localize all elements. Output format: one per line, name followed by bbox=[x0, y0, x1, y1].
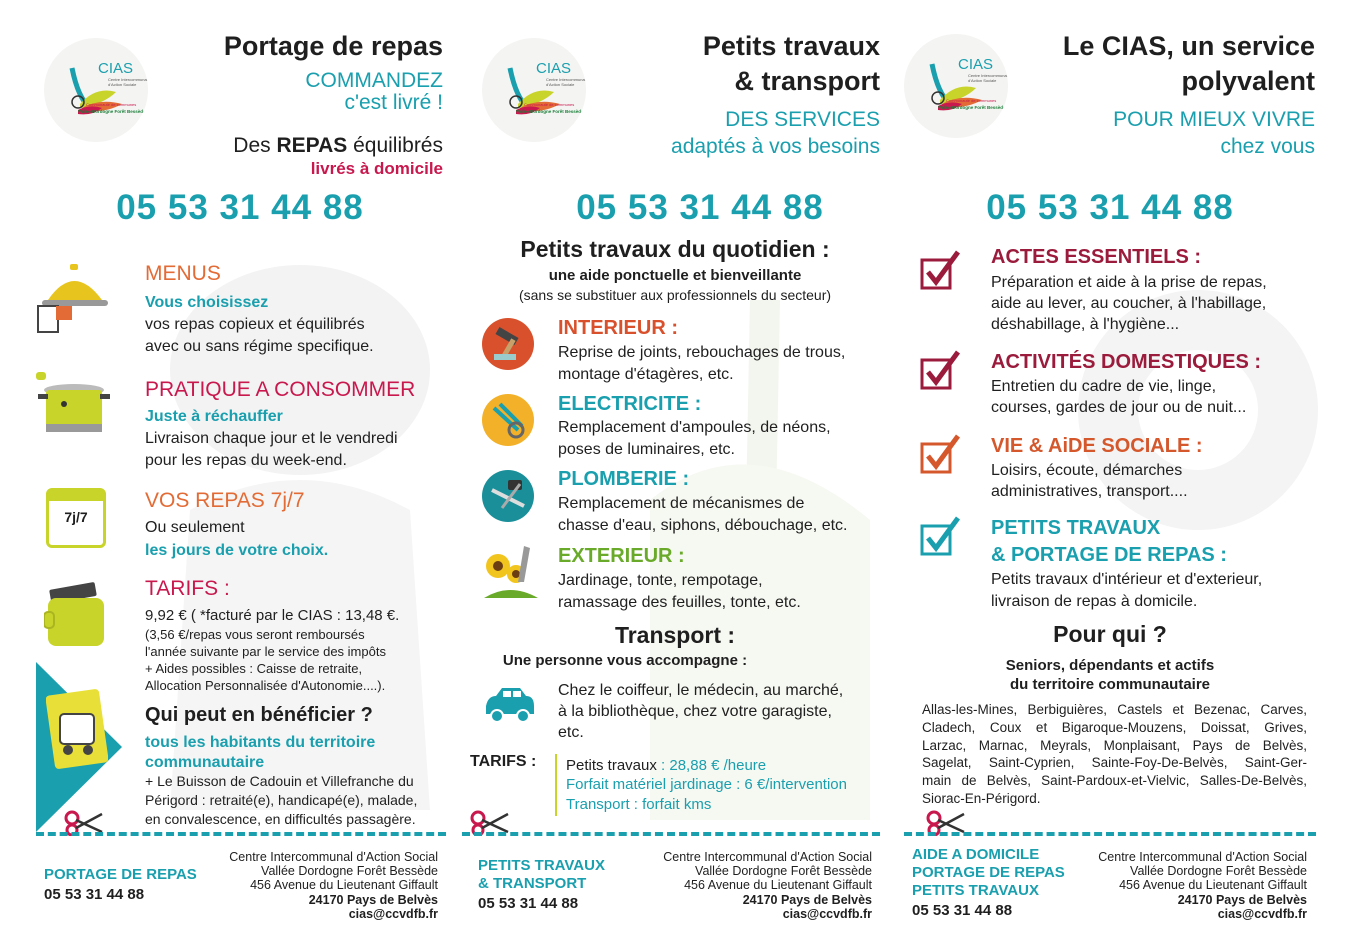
item-text: Préparation et aide à la prise de repas, bbox=[991, 274, 1267, 291]
item-title: PETITS TRAVAUX bbox=[991, 517, 1161, 539]
item-text: poses de luminaires, etc. bbox=[558, 441, 735, 458]
section-subheading: une aide ponctuelle et bienveillante bbox=[548, 267, 802, 284]
car-icon bbox=[482, 684, 538, 724]
page-title: Portage de repas bbox=[223, 31, 443, 61]
cloche-icon bbox=[34, 262, 114, 334]
who-title: Qui peut en bénéficier ? bbox=[145, 704, 373, 726]
section-note: (3,56 €/repas vous seront remboursés bbox=[145, 627, 365, 642]
item-text: Remplacement de mécanismes de bbox=[558, 495, 805, 512]
section-text: Livraison chaque jour et le vendredi bbox=[145, 430, 398, 447]
page-title-2: polyvalent bbox=[1181, 66, 1315, 96]
item-text: Loisirs, écoute, démarches bbox=[991, 462, 1183, 479]
footer-phone: 05 53 31 44 88 bbox=[44, 886, 145, 903]
who-text: en convalescence, en difficultés passagère. bbox=[145, 811, 416, 827]
section-lead: Juste à réchauffer bbox=[145, 408, 283, 425]
cut-line bbox=[462, 832, 880, 836]
item-title: ACTES ESSENTIELS : bbox=[991, 246, 1202, 268]
transport-text: etc. bbox=[558, 724, 584, 741]
tarifs-label: TARIFS : bbox=[470, 753, 537, 770]
pliers-icon bbox=[482, 394, 534, 446]
item-text: Reprise de joints, rebouchages de trous, bbox=[558, 344, 846, 361]
phone-number: 05 53 31 44 88 bbox=[576, 188, 824, 227]
section-note: + Aides possibles : Caisse de retraite, bbox=[145, 661, 363, 676]
checkbox-checked-icon bbox=[920, 250, 960, 290]
section-title: VOS REPAS 7j/7 bbox=[145, 489, 305, 512]
section-note: (sans se substituer aux professionnels du secteur) bbox=[518, 287, 832, 303]
tarif-row: Petits travaux : 28,88 € /heure bbox=[566, 757, 767, 774]
footer-address: Centre Intercommunal d'Action Social Vallée Dordogne Forêt Bessède 456 Avenue du Lieutenant Giffault 24170 Pays de Belvès cias@ccvdfb.fr bbox=[612, 850, 872, 921]
logo-line: d'Action Sociale bbox=[968, 78, 997, 83]
footer-address: Centre Intercommunal d'Action Social Vallée Dordogne Forêt Bessède 456 Avenue du Lieutenant Giffault 24170 Pays de Belvès cias@ccvdfb.fr bbox=[178, 850, 438, 921]
logo-line: d'Action Sociale bbox=[108, 82, 137, 87]
checkbox-checked-icon bbox=[920, 434, 960, 474]
section-title: TARIFS : bbox=[145, 577, 230, 600]
checkbox-checked-icon bbox=[920, 516, 960, 556]
logo-name: CIAS bbox=[98, 60, 134, 77]
subtitle: adaptés à vos besoins bbox=[671, 135, 880, 158]
calendar-icon bbox=[46, 488, 106, 548]
logo-line: Centre Intercommunal bbox=[968, 73, 1008, 78]
item-text: aide au lever, au coucher, à l'habillage, bbox=[991, 295, 1267, 312]
who-lead: tous les habitants du territoire bbox=[145, 734, 376, 751]
footer-service: & TRANSPORT bbox=[478, 875, 587, 892]
item-text: Entretien du cadre de vie, linge, bbox=[991, 378, 1217, 395]
subtitle: c'est livré ! bbox=[344, 91, 443, 114]
logo-name: CIAS bbox=[958, 56, 994, 73]
checkbox-checked-icon bbox=[920, 350, 960, 390]
footer-email[interactable]: cias@ccvdfb.fr bbox=[348, 906, 438, 921]
footer-service: PETITS TRAVAUX bbox=[478, 857, 605, 874]
logo-line: d'Action Sociale bbox=[546, 82, 575, 87]
section-note: Allocation Personnalisée d'Autonomie....). bbox=[145, 678, 386, 693]
transport-text: à la bibliothèque, chez votre garagiste, bbox=[558, 703, 832, 720]
column-petits-travaux bbox=[450, 0, 898, 950]
section-heading: Petits travaux du quotidien : bbox=[520, 236, 830, 262]
logo-line: Communauté de communes bbox=[946, 98, 997, 103]
wallet-icon bbox=[44, 580, 108, 648]
for-who-subheading: du territoire communautaire bbox=[1009, 676, 1211, 693]
cias-logo bbox=[482, 38, 586, 142]
section-text: vos repas copieux et équilibrés bbox=[145, 316, 365, 333]
logo-name: CIAS bbox=[536, 60, 572, 77]
delivery-van-icon bbox=[46, 684, 108, 772]
logo-line: Communauté de communes bbox=[86, 102, 137, 107]
footer-service: PORTAGE DE REPAS bbox=[44, 866, 197, 883]
section-note: l'année suivante par le service des impôts bbox=[145, 644, 386, 659]
who-lead: communautaire bbox=[145, 754, 265, 771]
section-title: MENUS bbox=[145, 262, 221, 285]
item-title: INTERIEUR : bbox=[558, 317, 678, 339]
logo-line: Centre Intercommunal bbox=[546, 77, 586, 82]
section-text: pour les repas du week-end. bbox=[145, 452, 347, 469]
who-text: + Le Buisson de Cadouin et Villefranche du bbox=[145, 773, 414, 789]
item-text: livraison de repas à domicile. bbox=[991, 593, 1198, 610]
subtitle: POUR MIEUX VIVRE bbox=[1113, 108, 1315, 131]
item-title: ELECTRICITE : bbox=[558, 393, 702, 415]
item-text: administratives, transport.... bbox=[991, 483, 1188, 500]
footer-email[interactable]: cias@ccvdfb.fr bbox=[782, 906, 872, 921]
subtitle: DES SERVICES bbox=[725, 108, 880, 131]
item-title: ACTIVITÉS DOMESTIQUES : bbox=[991, 351, 1262, 373]
section-lead: les jours de votre choix. bbox=[145, 542, 329, 559]
section-text: 9,92 € ( *facturé par le CIAS : 13,48 €. bbox=[145, 607, 400, 624]
footer-service: AIDE A DOMICILE bbox=[912, 846, 1040, 863]
for-who-heading: Pour qui ? bbox=[1053, 621, 1167, 647]
subtitle: chez vous bbox=[1220, 135, 1315, 158]
item-title: PLOMBERIE : bbox=[558, 468, 690, 490]
item-text: ramassage des feuilles, tonte, etc. bbox=[558, 594, 801, 611]
section-title: PRATIQUE A CONSOMMER bbox=[145, 378, 416, 401]
towns-list: Allas-les-Mines, Berbiguières, Castels et Bezenac, Carves, Cladech, Coux et Bigaroque-Mouzens, Doissat, Grives, Larzac, Marnac, Meyrals, Monplaisant, Pays de Belvès, Sagelat, Saint-Cyprien, Sainte-Foy-De-Belvès, Saint-Ger- main de Belvès, Saint-Pardoux-et-Vielvic, Salles-De-Belvès, Siorac-En-Périgord. bbox=[922, 702, 1307, 806]
item-text: Remplacement d'ampoules, de néons, bbox=[558, 419, 831, 436]
for-who-subheading: Seniors, dépendants et actifs bbox=[1005, 657, 1215, 674]
phone-number: 05 53 31 44 88 bbox=[116, 188, 364, 227]
footer-service: PORTAGE DE REPAS bbox=[912, 864, 1065, 881]
sunflower-shovel-icon bbox=[480, 542, 542, 604]
page-title-2: & transport bbox=[734, 66, 880, 96]
logo-line: Vallée Dordogne Forêt Bessède bbox=[78, 109, 146, 114]
column-cias-polyvalent bbox=[898, 0, 1355, 950]
item-text: déshabillage, à l'hygiène... bbox=[991, 316, 1180, 333]
tarif-row: Forfait matériel jardinage : 6 €/intervention bbox=[566, 776, 847, 793]
footer-phone: 05 53 31 44 88 bbox=[912, 902, 1013, 919]
item-title: EXTERIEUR : bbox=[558, 545, 685, 567]
item-text: Petits travaux d'intérieur et d'exterieur, bbox=[991, 571, 1263, 588]
section-text: Ou seulement bbox=[145, 519, 245, 536]
footer-service: PETITS TRAVAUX bbox=[912, 882, 1039, 899]
item-title: VIE & AiDE SOCIALE : bbox=[991, 435, 1203, 457]
cut-line bbox=[36, 832, 446, 836]
footer-phone: 05 53 31 44 88 bbox=[478, 895, 579, 912]
cias-logo bbox=[44, 38, 148, 142]
logo-line: Communauté de communes bbox=[524, 102, 575, 107]
item-text: chasse d'eau, siphons, débouchage, etc. bbox=[558, 517, 848, 534]
section-text: avec ou sans régime specifique. bbox=[145, 338, 374, 355]
logo-line: Vallée Dordogne Forêt Bessède bbox=[516, 109, 584, 114]
plumbing-tools-icon bbox=[482, 470, 534, 522]
transport-subheading: Une personne vous accompagne : bbox=[502, 652, 748, 669]
page-title: Petits travaux bbox=[702, 31, 880, 61]
calendar-label: 7j/7 bbox=[64, 509, 88, 525]
tarif-row: Transport : forfait kms bbox=[566, 796, 712, 813]
cut-line bbox=[904, 832, 1316, 836]
item-text: montage d'étagères, etc. bbox=[558, 366, 734, 383]
section-lead: Vous choisissez bbox=[145, 294, 269, 311]
logo-line: Vallée Dordogne Forêt Bessède bbox=[938, 105, 1006, 110]
cooking-pot-icon bbox=[34, 368, 114, 436]
column-portage-repas bbox=[0, 0, 450, 950]
transport-text: Chez le coiffeur, le médecin, au marché, bbox=[558, 682, 844, 699]
hammer-icon bbox=[482, 318, 534, 370]
page-title: Le CIAS, un service bbox=[1062, 31, 1315, 61]
item-text: courses, gardes de jour ou de nuit... bbox=[991, 399, 1247, 416]
item-title-2: & PORTAGE DE REPAS : bbox=[991, 544, 1227, 566]
footer-email[interactable]: cias@ccvdfb.fr bbox=[1217, 906, 1307, 921]
item-text: Jardinage, tonte, rempotage, bbox=[558, 572, 763, 589]
tagline-2: livrés à domicile bbox=[310, 159, 443, 178]
tagline: Des REPAS équilibrés bbox=[233, 134, 443, 157]
cias-logo bbox=[904, 34, 1008, 138]
footer-address: Centre Intercommunal d'Action Social Vallée Dordogne Forêt Bessède 456 Avenue du Lieutenant Giffault 24170 Pays de Belvès cias@ccvdfb.fr bbox=[1047, 850, 1307, 921]
logo-line: Centre Intercommunal bbox=[108, 77, 148, 82]
transport-heading: Transport : bbox=[614, 622, 736, 648]
subtitle: COMMANDEZ bbox=[305, 69, 443, 92]
tarifs-bar bbox=[555, 754, 561, 816]
who-text: Périgord : retraité(e), handicapé(e), malade, bbox=[145, 792, 418, 808]
phone-number: 05 53 31 44 88 bbox=[986, 188, 1234, 227]
